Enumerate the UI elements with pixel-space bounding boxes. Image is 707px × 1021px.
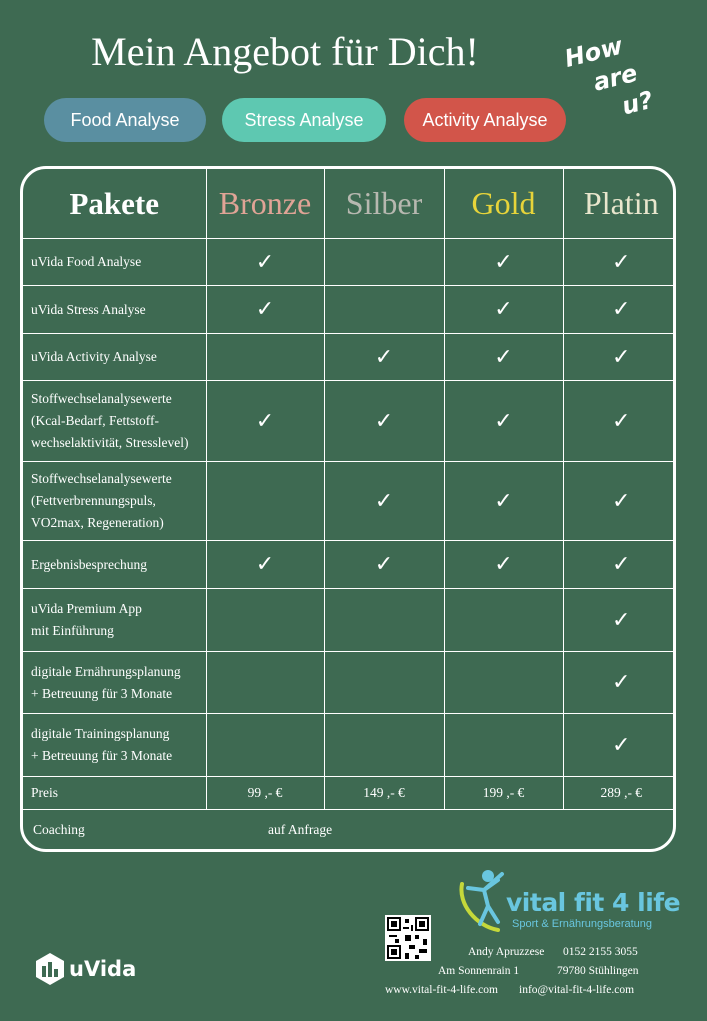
feature-label-line: digitale Trainingsplanung xyxy=(31,726,170,741)
check-cell-silber xyxy=(324,652,444,714)
price-gold: 199 ,- € xyxy=(444,777,563,810)
check-cell-platin xyxy=(563,381,676,462)
feature-label-line: Stoffwechselanalysewerte xyxy=(31,471,172,486)
feature-label-line: digitale Ernährungsplanung xyxy=(31,663,181,679)
qr-code[interactable] xyxy=(385,915,431,961)
checkmark-icon: ✓ xyxy=(255,552,275,577)
table-row xyxy=(23,541,676,589)
checkmark-icon: ✓ xyxy=(612,732,631,758)
feature-label-line: (Kcal-Bedarf, Fettstoff- xyxy=(31,413,159,428)
price-row xyxy=(23,777,676,810)
checkmark-icon: ✓ xyxy=(255,297,275,322)
checkmark-icon: ✓ xyxy=(494,249,513,275)
table-row xyxy=(23,286,676,334)
coaching-label: Coaching xyxy=(33,821,85,837)
check-cell-gold xyxy=(444,334,563,381)
checkmark-icon: ✓ xyxy=(612,408,631,434)
check-cell-silber xyxy=(324,381,444,462)
price-label: Preis xyxy=(23,777,206,810)
check-cell-gold xyxy=(444,652,563,714)
checkmark-icon: ✓ xyxy=(494,344,513,370)
check-cell-platin xyxy=(563,334,676,381)
page-title: Mein Angebot für Dich! xyxy=(91,29,479,74)
feature-label xyxy=(23,334,206,381)
checkmark-icon: ✓ xyxy=(612,297,631,322)
check-cell-platin xyxy=(563,286,676,334)
coaching-value: auf Anfrage xyxy=(268,821,333,837)
feature-label-line: uVida Activity Analyse xyxy=(31,349,157,364)
check-cell-platin xyxy=(563,239,676,286)
checkmark-icon: ✓ xyxy=(494,552,513,577)
checkmark-icon: ✓ xyxy=(494,408,513,434)
feature-label-line: + Betreuung für 3 Monate xyxy=(31,685,173,701)
how-are-u-handwriting: How are u? xyxy=(561,31,656,121)
header-pakete: Pakete xyxy=(23,169,206,239)
table-row xyxy=(23,239,676,286)
checkmark-icon: ✓ xyxy=(612,552,631,577)
feature-label xyxy=(23,286,206,334)
check-cell-silber xyxy=(324,286,444,334)
table-row xyxy=(23,462,676,541)
feature-label xyxy=(23,462,206,541)
check-cell-bronze xyxy=(206,714,324,777)
feature-label xyxy=(23,589,206,652)
check-cell-gold xyxy=(444,239,563,286)
contact-name: Andy Apruzzese xyxy=(468,946,545,958)
check-cell-bronze xyxy=(206,286,324,334)
check-cell-bronze xyxy=(206,589,324,652)
checkmark-icon: ✓ xyxy=(612,344,631,370)
feature-label-line: uVida Premium App xyxy=(31,601,142,616)
check-cell-silber xyxy=(324,589,444,652)
table-row xyxy=(23,334,676,381)
check-cell-platin xyxy=(563,541,676,589)
checkmark-icon: ✓ xyxy=(612,249,631,275)
qr-code-icon xyxy=(385,915,431,961)
feature-label-line: mit Einführung xyxy=(31,623,114,638)
checkmark-icon: ✓ xyxy=(374,552,394,577)
checkmark-icon: ✓ xyxy=(494,488,513,514)
check-cell-bronze xyxy=(206,541,324,589)
check-cell-bronze xyxy=(206,381,324,462)
contact-phone: 0152 2155 3055 xyxy=(563,946,638,958)
price-silber: 149 ,- € xyxy=(324,777,444,810)
check-cell-silber xyxy=(324,541,444,589)
feature-label xyxy=(23,239,206,286)
check-cell-silber xyxy=(324,462,444,541)
check-cell-bronze xyxy=(206,239,324,286)
brand-tagline: Sport & Ernährungsberatung xyxy=(512,918,653,930)
activity-analyse-button[interactable]: Activity Analyse xyxy=(404,98,566,142)
feature-label-line: uVida Food Analyse xyxy=(31,254,142,269)
contact-street: Am Sonnenrain 1 xyxy=(438,965,520,977)
uvida-text: uVida xyxy=(69,957,137,981)
check-cell-gold xyxy=(444,462,563,541)
check-cell-gold xyxy=(444,714,563,777)
checkmark-icon: ✓ xyxy=(612,488,631,514)
uvida-hexagon-icon xyxy=(34,952,66,986)
package-table xyxy=(20,166,676,852)
feature-label-line: Stoffwechselanalysewerte xyxy=(31,391,172,406)
feature-label-line: wechselaktivität, Stresslevel) xyxy=(31,435,189,450)
table-row xyxy=(23,652,676,714)
checkmark-icon: ✓ xyxy=(374,488,394,514)
contact-web[interactable]: www.vital-fit-4-life.com xyxy=(385,984,498,996)
check-cell-platin xyxy=(563,589,676,652)
feature-label-line: VO2max, Regeneration) xyxy=(31,515,164,530)
check-cell-silber xyxy=(324,334,444,381)
feature-label xyxy=(23,652,206,714)
check-cell-gold xyxy=(444,381,563,462)
table-row xyxy=(23,589,676,652)
checkmark-icon: ✓ xyxy=(612,670,631,695)
price-platin: 289 ,- € xyxy=(563,777,676,810)
feature-label xyxy=(23,714,206,777)
check-cell-bronze xyxy=(206,652,324,714)
check-cell-gold xyxy=(444,541,563,589)
feature-label-line: (Fettverbrennungspuls, xyxy=(31,493,156,508)
checkmark-icon: ✓ xyxy=(255,408,275,434)
header-bronze: Bronze xyxy=(206,169,324,239)
brand-name: vital fit 4 life xyxy=(506,888,681,917)
feature-label xyxy=(23,381,206,462)
header-gold: Gold xyxy=(444,169,563,239)
check-cell-platin xyxy=(563,462,676,541)
checkmark-icon: ✓ xyxy=(494,297,513,322)
check-cell-silber xyxy=(324,714,444,777)
uvida-logo xyxy=(34,952,136,986)
header-platin: Platin xyxy=(563,169,676,239)
check-cell-gold xyxy=(444,286,563,334)
header-silber: Silber xyxy=(324,169,444,239)
coaching-row xyxy=(23,810,676,850)
price-bronze: 99 ,- € xyxy=(206,777,324,810)
food-analyse-button[interactable]: Food Analyse xyxy=(44,98,206,142)
feature-label-line: Ergebnisbesprechung xyxy=(31,556,147,572)
check-cell-gold xyxy=(444,589,563,652)
checkmark-icon: ✓ xyxy=(374,408,394,434)
checkmark-icon: ✓ xyxy=(612,607,631,633)
check-cell-platin xyxy=(563,714,676,777)
check-cell-bronze xyxy=(206,334,324,381)
feature-label-line: + Betreuung für 3 Monate xyxy=(31,748,173,763)
checkmark-icon: ✓ xyxy=(374,344,394,370)
contact-email[interactable]: info@vital-fit-4-life.com xyxy=(519,984,635,996)
contact-city: 79780 Stühlingen xyxy=(557,965,639,977)
table-row xyxy=(23,381,676,462)
feature-label-line: uVida Stress Analyse xyxy=(31,301,146,317)
stress-analyse-button[interactable]: Stress Analyse xyxy=(222,98,386,142)
feature-label xyxy=(23,541,206,589)
check-cell-bronze xyxy=(206,462,324,541)
check-cell-platin xyxy=(563,652,676,714)
table-row xyxy=(23,714,676,777)
checkmark-icon: ✓ xyxy=(255,249,275,275)
check-cell-silber xyxy=(324,239,444,286)
